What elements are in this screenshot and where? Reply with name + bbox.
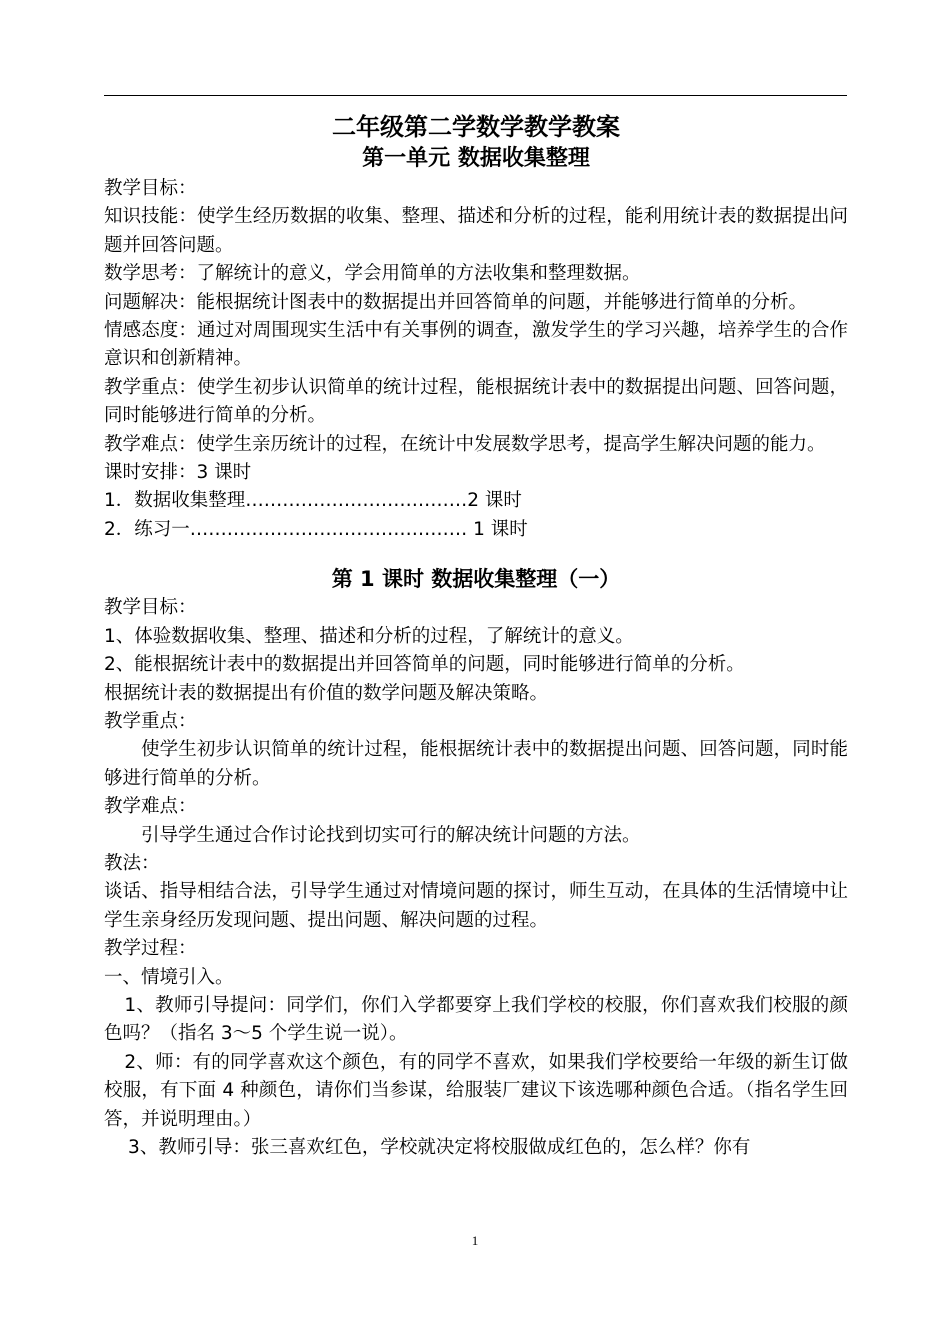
attitude-goal: 情感态度：通过对周围现实生活中有关事例的调查，激发学生的学习兴趣，培养学生的合作意识和创新精神。 <box>104 320 848 370</box>
lesson-title: 第 1 课时 数据收集整理（一） <box>331 567 621 592</box>
section-intro: 一、情境引入。 <box>104 966 234 988</box>
lesson-diff: 引导学生通过合作讨论找到切实可行的解决统计问题的方法。 <box>141 824 641 846</box>
schedule: 课时安排：3 课时 <box>104 462 252 484</box>
page-number: 1 <box>471 1233 479 1248</box>
method-heading: 教法： <box>104 852 160 874</box>
lesson-key-heading: 教学重点： <box>104 710 197 732</box>
lesson-goal-3: 根据统计表的数据提出有价值的数学问题及解决策略。 <box>104 682 549 704</box>
document-title: 二年级第二学数学教学教案 <box>332 113 620 141</box>
unit-goals-heading: 教学目标： <box>104 178 197 199</box>
process-heading: 教学过程： <box>104 938 197 960</box>
lesson-goal-2: 2、能根据统计表中的数据提出并回答简单的问题，同时能够进行简单的分析。 <box>104 654 745 676</box>
header-rule <box>104 95 847 96</box>
difficulties: 教学难点：使学生亲历统计的过程，在统计中发展数学思考，提高学生解决问题的能力。 <box>104 433 826 455</box>
key-points: 教学重点：使学生初步认识简单的统计过程，能根据统计表中的数据提出问题、回答问题，同时能够进行简单的分析。 <box>104 376 848 427</box>
unit-title: 第一单元 数据收集整理 <box>362 146 590 171</box>
lesson-diff-heading: 教学难点： <box>104 796 197 818</box>
lesson-key: 使学生初步认识简单的统计过程，能根据统计表中的数据提出问题、回答问题，同时能够进行简单的分析。 <box>104 739 848 789</box>
document-body <box>104 112 848 1162</box>
toc-item-1: 1．数据收集整理………………………………2 课时 <box>104 490 522 512</box>
method: 谈话、指导相结合法，引导学生通过对情境问题的探讨，师生互动，在具体的生活情境中让学生亲身经历发现问题、提出问题、解决问题的过程。 <box>104 881 848 931</box>
process-step-2: 2、师：有的同学喜欢这个颜色，有的同学不喜欢，如果我们学校要给一年级的新生订做校服，有下面 4 种颜色，请你们当参谋，给服装厂建议下该选哪种颜色合适。（指名学生回答，并说明理由。） <box>104 1051 848 1130</box>
thinking-goal: 数学思考：了解统计的意义，学会用简单的方法收集和整理数据。 <box>104 263 641 285</box>
process-step-3: 3、教师引导：张三喜欢红色，学校就决定将校服做成红色的，怎么样？你有 <box>128 1137 751 1158</box>
knowledge-goal: 知识技能：使学生经历数据的收集、整理、描述和分析的过程，能利用统计表的数据提出问题并回答问题。 <box>104 206 848 256</box>
toc-item-2: 2．练习一……………………………………… 1 课时 <box>104 518 528 540</box>
lesson-goal-1: 1、体验数据收集、整理、描述和分析的过程，了解统计的意义。 <box>104 625 634 647</box>
problem-solving-goal: 问题解决：能根据统计图表中的数据提出并回答简单的问题，并能够进行简单的分析。 <box>104 291 808 313</box>
process-step-1: 1、教师引导提问：同学们，你们入学都要穿上我们学校的校服，你们喜欢我们校服的颜色吗？（指名 3～5 个学生说一说）。 <box>104 994 848 1045</box>
lesson-goals-heading: 教学目标： <box>104 597 197 619</box>
